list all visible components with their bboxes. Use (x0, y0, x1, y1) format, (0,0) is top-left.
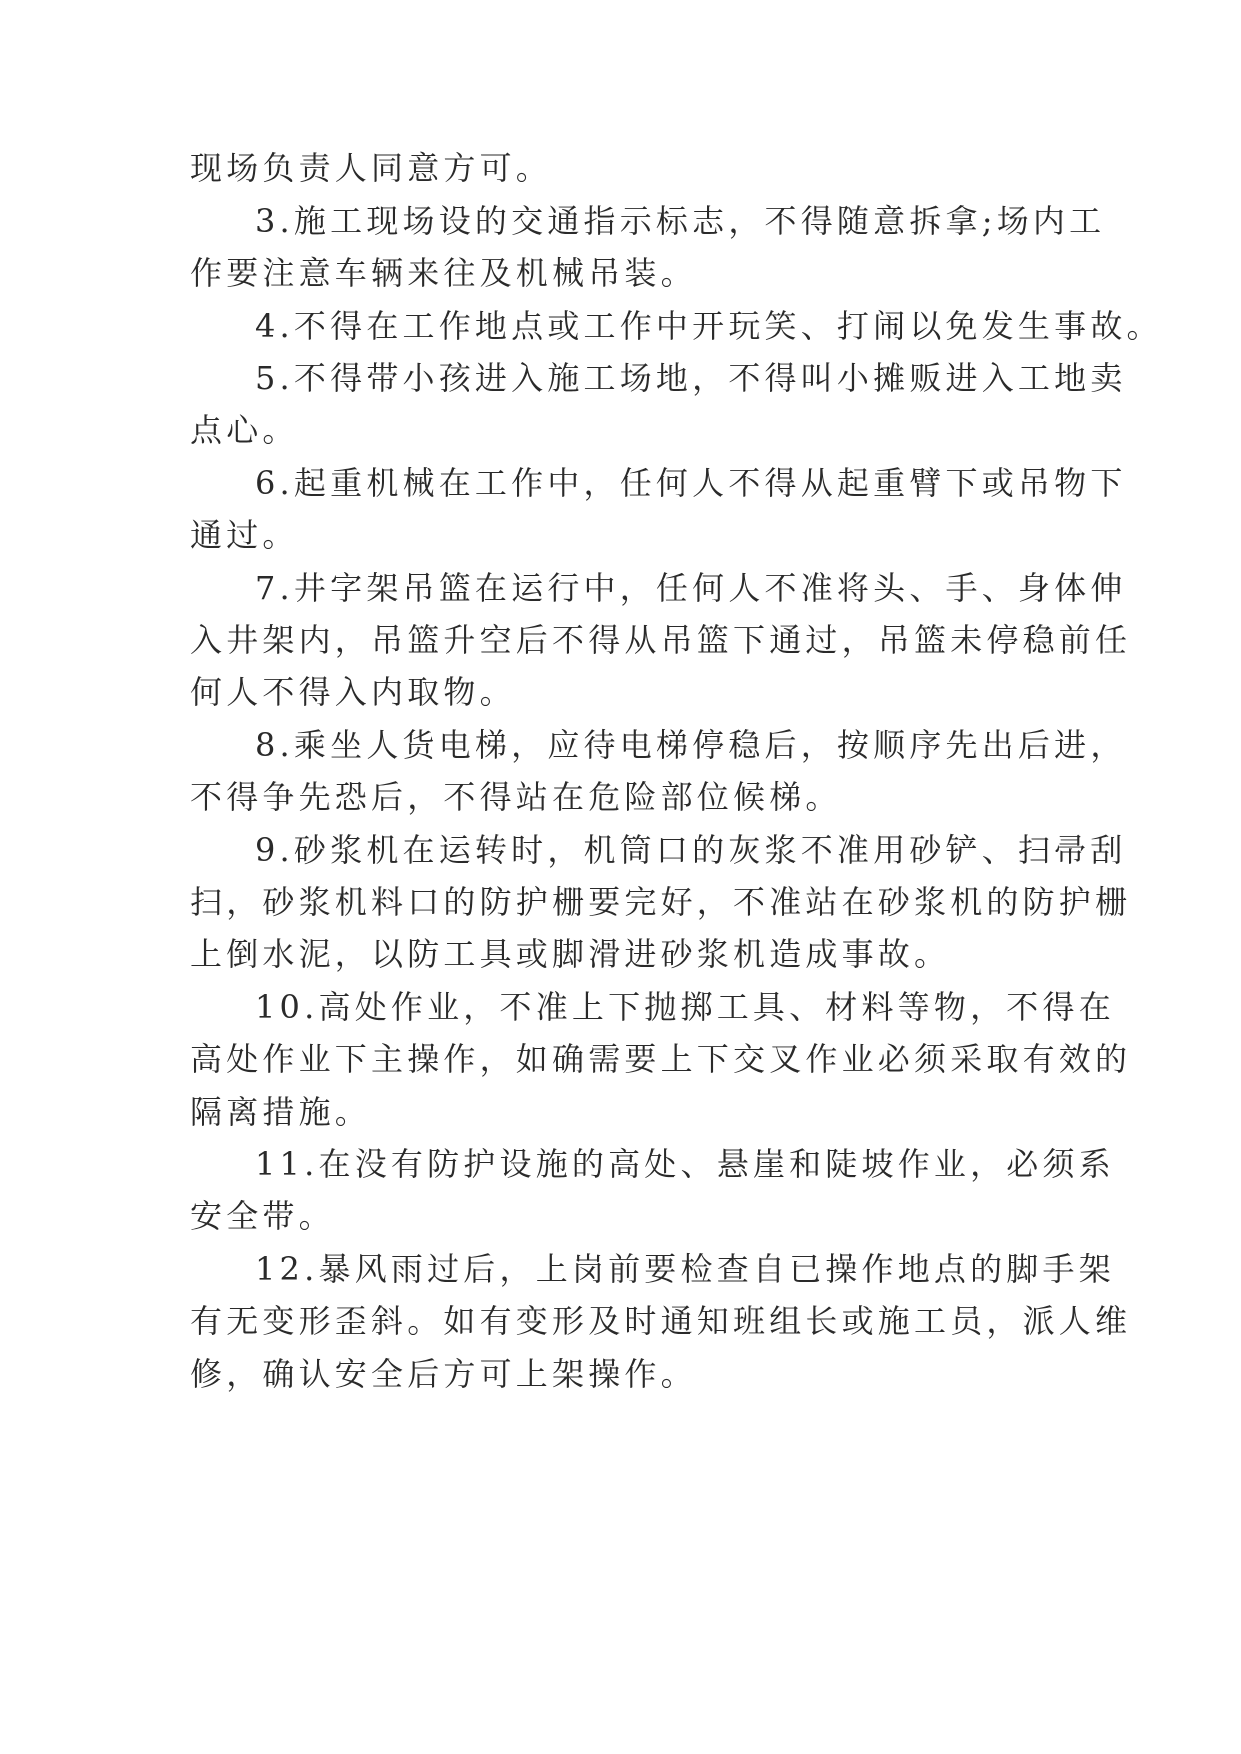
text-line: 修，确认安全后方可上架操作。 (190, 1355, 697, 1393)
text-line: 3.施工现场设的交通指示标志，不得随意拆拿;场内工 (255, 202, 1106, 240)
text-line: 隔离措施。 (190, 1093, 372, 1131)
text-line: 通过。 (190, 516, 299, 554)
text-line: 现场负责人同意方可。 (190, 149, 553, 187)
text-line: 入井架内，吊篮升空后不得从吊篮下通过，吊篮未停稳前任 (190, 621, 1132, 659)
text-line: 9.砂浆机在运转时，机筒口的灰浆不准用砂铲、扫帚刮 (255, 831, 1127, 869)
text-line: 5.不得带小孩进入施工场地，不得叫小摊贩进入工地卖 (255, 359, 1127, 397)
text-line: 不得争先恐后，不得站在危险部位候梯。 (190, 778, 842, 816)
text-line: 上倒水泥，以防工具或脚滑进砂浆机造成事故。 (190, 935, 951, 973)
text-line: 6.起重机械在工作中，任何人不得从起重臂下或吊物下 (255, 464, 1127, 502)
text-line: 8.乘坐人货电梯，应待电梯停稳后，按顺序先出后进， (255, 726, 1127, 764)
text-line: 何人不得入内取物。 (190, 673, 516, 711)
text-line: 作要注意车辆来往及机械吊装。 (190, 254, 697, 292)
text-line: 12.暴风雨过后，上岗前要检查自已操作地点的脚手架 (255, 1250, 1115, 1288)
text-line: 4.不得在工作地点或工作中开玩笑、打闹以免发生事故。 (255, 307, 1163, 345)
text-line: 点心。 (190, 411, 299, 449)
text-line: 7.井字架吊篮在运行中，任何人不准将头、手、身体伸 (255, 569, 1127, 607)
text-line: 扫，砂浆机料口的防护栅要完好，不准站在砂浆机的防护栅 (190, 883, 1132, 921)
text-line: 10.高处作业，不准上下抛掷工具、材料等物，不得在 (255, 988, 1115, 1026)
text-line: 11.在没有防护设施的高处、悬崖和陡坡作业，必须系 (255, 1145, 1115, 1183)
text-line: 高处作业下主操作，如确需要上下交叉作业必须采取有效的 (190, 1040, 1132, 1078)
text-line: 安全带。 (190, 1197, 335, 1235)
text-line: 有无变形歪斜。如有变形及时通知班组长或施工员，派人维 (190, 1302, 1132, 1340)
